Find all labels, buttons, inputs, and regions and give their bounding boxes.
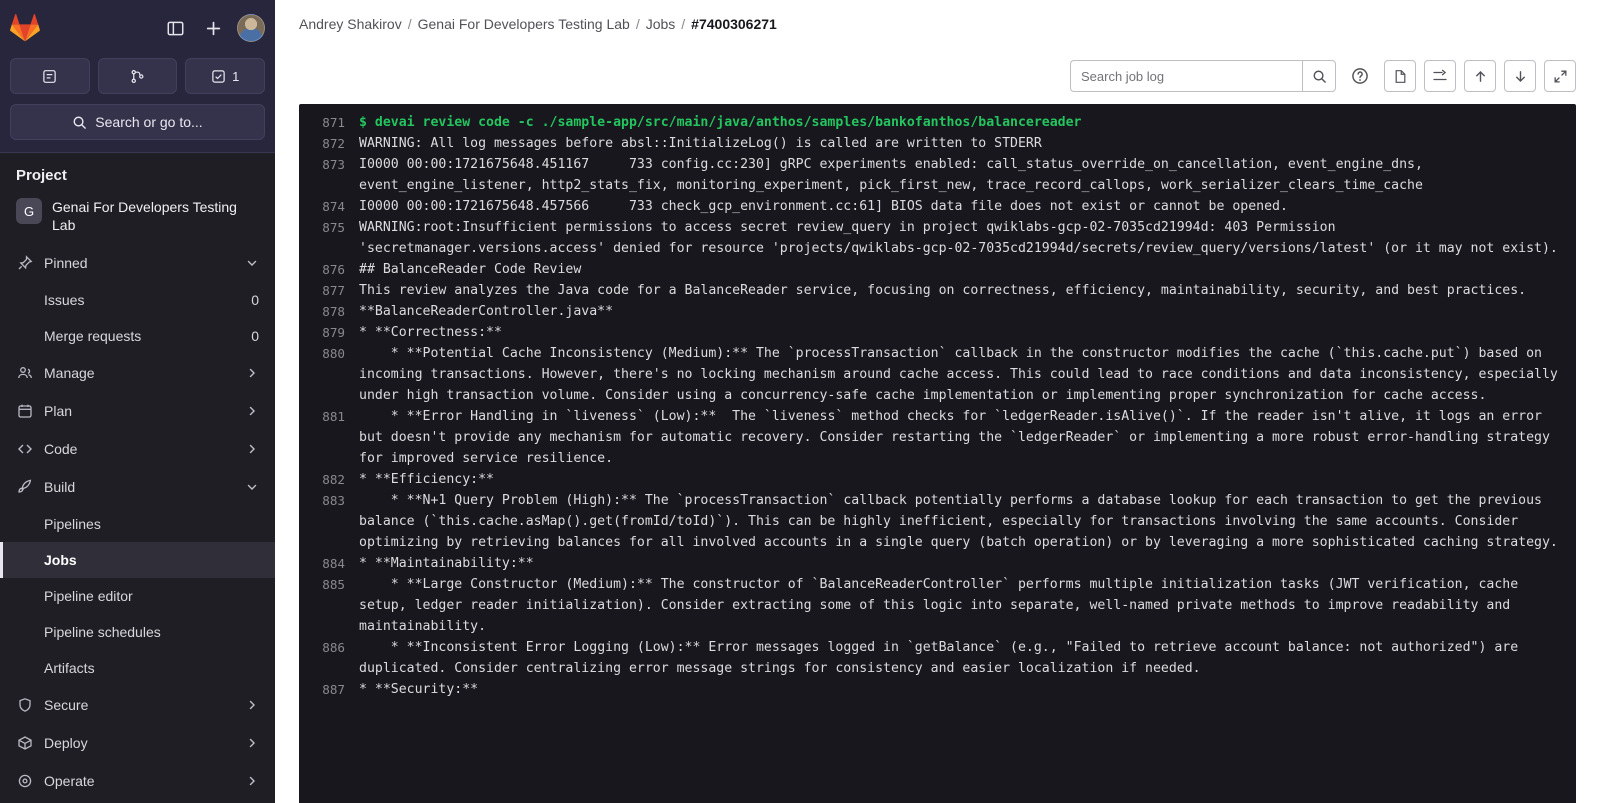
log-line-number[interactable]: 880 [322, 346, 345, 361]
chevron-right-icon [245, 698, 259, 712]
raw-log-button[interactable] [1384, 60, 1416, 92]
sidebar-sub-mrs-wrap [0, 318, 275, 354]
sidebar-item-deploy-label: Deploy [44, 735, 88, 752]
log-line [299, 217, 1576, 259]
gitlab-logo-icon[interactable] [10, 13, 40, 43]
log-line-number[interactable]: 885 [322, 577, 345, 592]
breadcrumb-separator: / [635, 16, 640, 32]
log-line [299, 322, 1576, 343]
log-line [299, 133, 1576, 154]
log-line-text: I0000 00:00:1721675648.457566 733 check_gcp_environment.cc:61] BIOS data file does not exist or cannot be opened. [359, 199, 1288, 214]
sidebar-item-plan[interactable] [0, 392, 275, 430]
log-line [299, 469, 1576, 490]
log-line-number[interactable]: 875 [322, 220, 345, 235]
sidebar-search-label: Search or go to... [95, 114, 203, 130]
job-log-search [1070, 60, 1336, 92]
scroll-to-bottom-button[interactable] [1504, 60, 1536, 92]
sidebar-item-plan-label: Plan [44, 403, 73, 420]
todos-tile[interactable] [185, 58, 265, 94]
log-line [299, 553, 1576, 574]
help-icon-button[interactable] [1344, 60, 1376, 92]
log-line [299, 406, 1576, 469]
log-line-text: WARNING: All log messages before absl::InitializeLog() is called are written to STDERR [359, 136, 1042, 151]
show-complete-raw-button[interactable] [1424, 60, 1456, 92]
log-line-number[interactable]: 886 [322, 640, 345, 655]
log-line [299, 490, 1576, 553]
log-line [299, 637, 1576, 679]
log-line-number[interactable]: 872 [322, 136, 345, 151]
sidebar-item-operate-label: Operate [44, 773, 95, 790]
sidebar-item-build[interactable] [0, 468, 275, 506]
log-line-text: * **Error Handling in `liveness` (Low):** The `liveness` method checks for `ledgerReader.isAlive()`. If the reader isn't alive, it logs an error but doesn't provide any mechanism for automatic recovery. Consider restarting the `ledgerReader` or implementing a more robust error-handling strategy for improved service resilience. [359, 409, 1558, 466]
main-content [275, 0, 1600, 803]
sidebar [0, 0, 275, 803]
breadcrumb-separator: / [407, 16, 412, 32]
sidebar-item-merge-requests[interactable] [0, 318, 275, 354]
shield-icon [16, 696, 34, 714]
sidebar-item-pipelines-label: Pipelines [44, 516, 101, 533]
sidebar-item-pipeline-schedules-label: Pipeline schedules [44, 624, 161, 641]
sidebar-item-merge-requests-label: Merge requests [44, 328, 142, 345]
breadcrumb-separator: / [681, 16, 686, 32]
sidebar-item-deploy[interactable] [0, 724, 275, 762]
todos-count: 1 [232, 68, 240, 84]
log-line [299, 679, 1576, 700]
log-line [299, 301, 1576, 322]
log-line [299, 112, 1576, 133]
sidebar-sub-artifacts-wrap [0, 650, 275, 686]
new-item-icon[interactable] [199, 14, 227, 42]
user-avatar[interactable] [237, 14, 265, 42]
sidebar-item-operate[interactable] [0, 762, 275, 800]
sidebar-item-code[interactable] [0, 430, 275, 468]
log-line-text: WARNING:root:Insufficient permissions to access secret review_query in project qwiklabs-gcp-02-7035cd21994d: 403 Permission 'secretmanager.versions.access' denied for resource 'projects/qwiklabs-gcp-02-7035cd21994d/secrets/review_query/versions/latest' (or it may not exist). [359, 220, 1558, 256]
sidebar-item-merge-requests-count: 0 [251, 328, 259, 345]
log-line-text: I0000 00:00:1721675648.451167 733 config.cc:230] gRPC experiments enabled: call_status_override_on_cancellation, event_engine_dns, event_engine_listener, http2_stats_fix, monitoring_experiment, pick_first_new, trace_record_callops, work_serializer_clears_time_cache [359, 157, 1431, 193]
log-line-text: * **Security:** [359, 682, 479, 697]
log-line-number[interactable]: 883 [322, 493, 345, 508]
users-icon [16, 364, 34, 382]
job-log-content [299, 104, 1576, 710]
chevron-right-icon [245, 366, 259, 380]
sidebar-item-issues-label: Issues [44, 292, 85, 309]
chevron-down-icon [245, 480, 259, 494]
code-icon [16, 440, 34, 458]
full-screen-button[interactable] [1544, 60, 1576, 92]
log-line-number[interactable]: 882 [322, 472, 345, 487]
breadcrumb-item-user[interactable]: Andrey Shakirov [299, 16, 402, 32]
merge-requests-tile[interactable] [98, 58, 178, 94]
breadcrumb-item-job-id[interactable]: #7400306271 [691, 16, 777, 32]
sidebar-sub-pipelines-wrap [0, 506, 275, 542]
chevron-right-icon [245, 736, 259, 750]
sidebar-search-button[interactable] [10, 104, 265, 140]
calendar-icon [16, 402, 34, 420]
log-line-text: * **Efficiency:** [359, 472, 494, 487]
log-line-text: * **Maintainability:** [359, 556, 534, 571]
chevron-right-icon [245, 442, 259, 456]
sidebar-item-code-label: Code [44, 441, 78, 458]
sidebar-quick-tiles [10, 58, 265, 94]
sidebar-item-build-label: Build [44, 479, 76, 496]
log-line-text: $ devai review code -c ./sample-app/src/main/java/anthos/samples/bankofanthos/balancereader [359, 115, 1082, 130]
chevron-down-icon [245, 256, 259, 270]
sidebar-item-secure-label: Secure [44, 697, 89, 714]
sidebar-item-manage-label: Manage [44, 365, 95, 382]
log-line [299, 574, 1576, 637]
sidebar-header [0, 0, 275, 153]
sidebar-item-jobs-label: Jobs [44, 552, 77, 569]
search-input[interactable] [1070, 60, 1302, 92]
sidebar-item-pipeline-editor-label: Pipeline editor [44, 588, 133, 605]
sidebar-item-issues-count: 0 [251, 292, 259, 309]
log-line [299, 343, 1576, 406]
sidebar-nav [0, 153, 275, 803]
log-line-text: * **Inconsistent Error Logging (Low):** Error messages logged in `getBalance` (e.g., "Failed to retrieve account balance: not authorized") are duplicated. Consider centralizing error message strings for consistency and easier localization if needed. [359, 640, 1527, 676]
breadcrumb-item-project[interactable]: Genai For Developers Testing Lab [417, 16, 630, 32]
scroll-to-top-button[interactable] [1464, 60, 1496, 92]
breadcrumb-item-jobs[interactable]: Jobs [645, 16, 676, 32]
sidebar-item-pinned-label: Pinned [44, 255, 88, 272]
sidebar-sub-pipeline-schedules-wrap [0, 614, 275, 650]
log-line-text: ## BalanceReader Code Review [359, 262, 582, 277]
issues-tile[interactable] [10, 58, 90, 94]
log-line-number[interactable]: 887 [322, 682, 345, 697]
job-log-pane[interactable] [299, 104, 1576, 803]
log-line-number[interactable]: 871 [322, 115, 345, 130]
sidebar-item-artifacts[interactable] [0, 650, 275, 686]
sidebar-section-title: Project [16, 167, 67, 184]
operate-icon [16, 772, 34, 790]
sidebar-topbar [10, 8, 265, 48]
log-line-number[interactable]: 878 [322, 304, 345, 319]
log-line-text: * **Correctness:** [359, 325, 502, 340]
log-line-number[interactable]: 879 [322, 325, 345, 340]
sidebar-project[interactable] [0, 192, 275, 244]
sidebar-item-pinned[interactable] [0, 244, 275, 282]
sidebar-sub-jobs-wrap [0, 542, 275, 578]
job-log-toolbar [275, 48, 1600, 104]
log-line-number[interactable]: 884 [322, 556, 345, 571]
sidebar-sub-pipeline-editor-wrap [0, 578, 275, 614]
log-line [299, 154, 1576, 196]
log-line [299, 259, 1576, 280]
chevron-right-icon [245, 404, 259, 418]
log-line [299, 280, 1576, 301]
project-avatar: G [16, 198, 42, 224]
pin-icon [16, 254, 34, 272]
sidebar-item-pipelines[interactable] [0, 506, 275, 542]
rocket-icon [16, 478, 34, 496]
deploy-icon [16, 734, 34, 752]
log-line-number[interactable]: 876 [322, 262, 345, 277]
log-line-text: **BalanceReaderController.java** [359, 304, 614, 319]
sidebar-item-pipeline-editor[interactable] [0, 578, 275, 614]
search-submit-button[interactable] [1302, 60, 1336, 92]
sidebar-item-issues[interactable] [0, 282, 275, 318]
sidebar-item-manage[interactable] [0, 354, 275, 392]
log-line-text: This review analyzes the Java code for a BalanceReader service, focusing on correctness, efficiency, maintainability, security, and best practices. [359, 283, 1527, 298]
project-name: Genai For Developers Testing Lab [52, 199, 237, 234]
log-line-text: * **Potential Cache Inconsistency (Medium):** The `processTransaction` callback in the constructor modifies the cache (`this.cache.put`) based on incoming transactions. However, there's no locking mechanism around cache access. This could lead to race conditions and data inconsistency, especially under high transaction volume. Consider using a concurrency-safe cache implementation or implementing proper synchronization for cache access. [359, 346, 1566, 403]
log-line-number[interactable]: 873 [322, 157, 345, 172]
breadcrumb [275, 0, 1600, 48]
log-line-text: * **Large Constructor (Medium):** The constructor of `BalanceReaderController` performs multiple initialization tasks (JWT verification, cache setup, ledger reader initialization). Consider extracting some of this logic into separate, well-named private methods to improve readability and maintainability. [359, 577, 1527, 634]
toggle-sidebar-icon[interactable] [161, 14, 189, 42]
sidebar-item-pipeline-schedules[interactable] [0, 614, 275, 650]
sidebar-item-secure[interactable] [0, 686, 275, 724]
log-line-number[interactable]: 881 [322, 409, 345, 424]
sidebar-item-artifacts-label: Artifacts [44, 660, 95, 677]
log-line [299, 196, 1576, 217]
log-line-number[interactable]: 874 [322, 199, 345, 214]
sidebar-item-jobs[interactable] [0, 542, 275, 578]
chevron-right-icon [245, 774, 259, 788]
sidebar-sub-issues-wrap [0, 282, 275, 318]
log-line-number[interactable]: 877 [322, 283, 345, 298]
log-line-text: * **N+1 Query Problem (High):** The `processTransaction` callback potentially performs a database lookup for each transaction to get the previous balance (`this.cache.asMap().get(fromId/toId)`). This can be highly inefficient, especially for transactions involving the same accounts. Consider optimizing by retrieving balances for all involved accounts in a single query (batch operation) or by leveraging a more sophisticated caching strategy. [359, 493, 1558, 550]
